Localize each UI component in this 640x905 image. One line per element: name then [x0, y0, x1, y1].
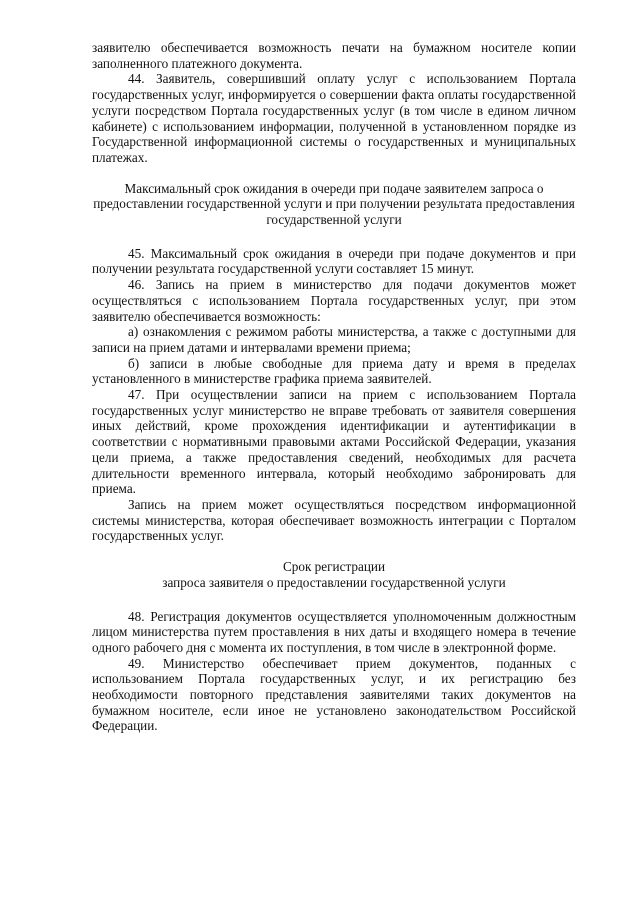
paragraph-continued: заявителю обеспечивается возможность печати на бумажном носителе копии заполненного платежного документа. [92, 40, 576, 71]
spacer [92, 591, 576, 609]
section-heading-registration-line1: Срок регистрации [283, 559, 385, 575]
section-heading-queue-time: Максимальный срок ожидания в очереди при подаче заявителем запроса о предоставлении государственной услуги и при получении результата предоставления государственной услуги [93, 180, 575, 228]
paragraph-46: 46. Запись на прием в министерство для подачи документов может осуществляться с использованием Портала государственных услуг, при этом заявителю обеспечивается возможность: [92, 277, 576, 324]
paragraph-48: 48. Регистрация документов осуществляется уполномоченным должностным лицом министерства путем проставления в них даты и входящего номера в течение одного рабочего дня с момента их поступления, в том числе в электронной форме. [92, 608, 576, 655]
paragraph-46b: б) записи в любые свободные для приема дату и время в пределах установленного в министерстве графика приема заявителей. [92, 355, 576, 387]
paragraph-45: 45. Максимальный срок ожидания в очереди при подаче документов и при получении результата государственной услуги составляет 15 минут. [92, 245, 576, 277]
spacer [92, 166, 576, 181]
paragraph-46a: а) ознакомления с режимом работы министерства, а также с доступными для записи на прием датами и интервалами времени приема; [92, 324, 576, 355]
spacer [92, 544, 576, 559]
paragraph-47: 47. При осуществлении записи на прием с использованием Портала государственных услуг министерство не вправе требовать от заявителя совершения иных действий, кроме прохождения идентификации и аутентификации в соответствии с нормативными правовыми актами Российской Федерации, указания цели приема, а также предоставления сведений, необходимых для расчета длительности временного интервала, который необходимо забронировать для приема. [92, 387, 576, 497]
section-heading-registration-line2: запроса заявителя о предоставлении государственной услуги [162, 574, 506, 590]
spacer [92, 228, 576, 246]
paragraph-49: 49. Министерство обеспечивает прием документов, поданных с использованием Портала государственных услуг, и их регистрацию без необходимости повторного представления заявителями таких документов на бумажном носителе, если иное не установлено законодательством Российской Федерации. [92, 655, 576, 734]
paragraph-44: 44. Заявитель, совершивший оплату услуг с использованием Портала государственных услуг, информируется о совершении факта оплаты государственной услуги посредством Портала государственных услуг (в том числе в едином личном кабинете) с использованием информации, полученной в установленном порядке из Государственной информационной системы о государственных и муниципальных платежах. [92, 71, 576, 165]
paragraph-47-continued: Запись на прием может осуществляться посредством информационной системы министерства, которая обеспечивает возможность интеграции с Порталом государственных услуг. [92, 496, 576, 544]
document-page [92, 40, 576, 734]
